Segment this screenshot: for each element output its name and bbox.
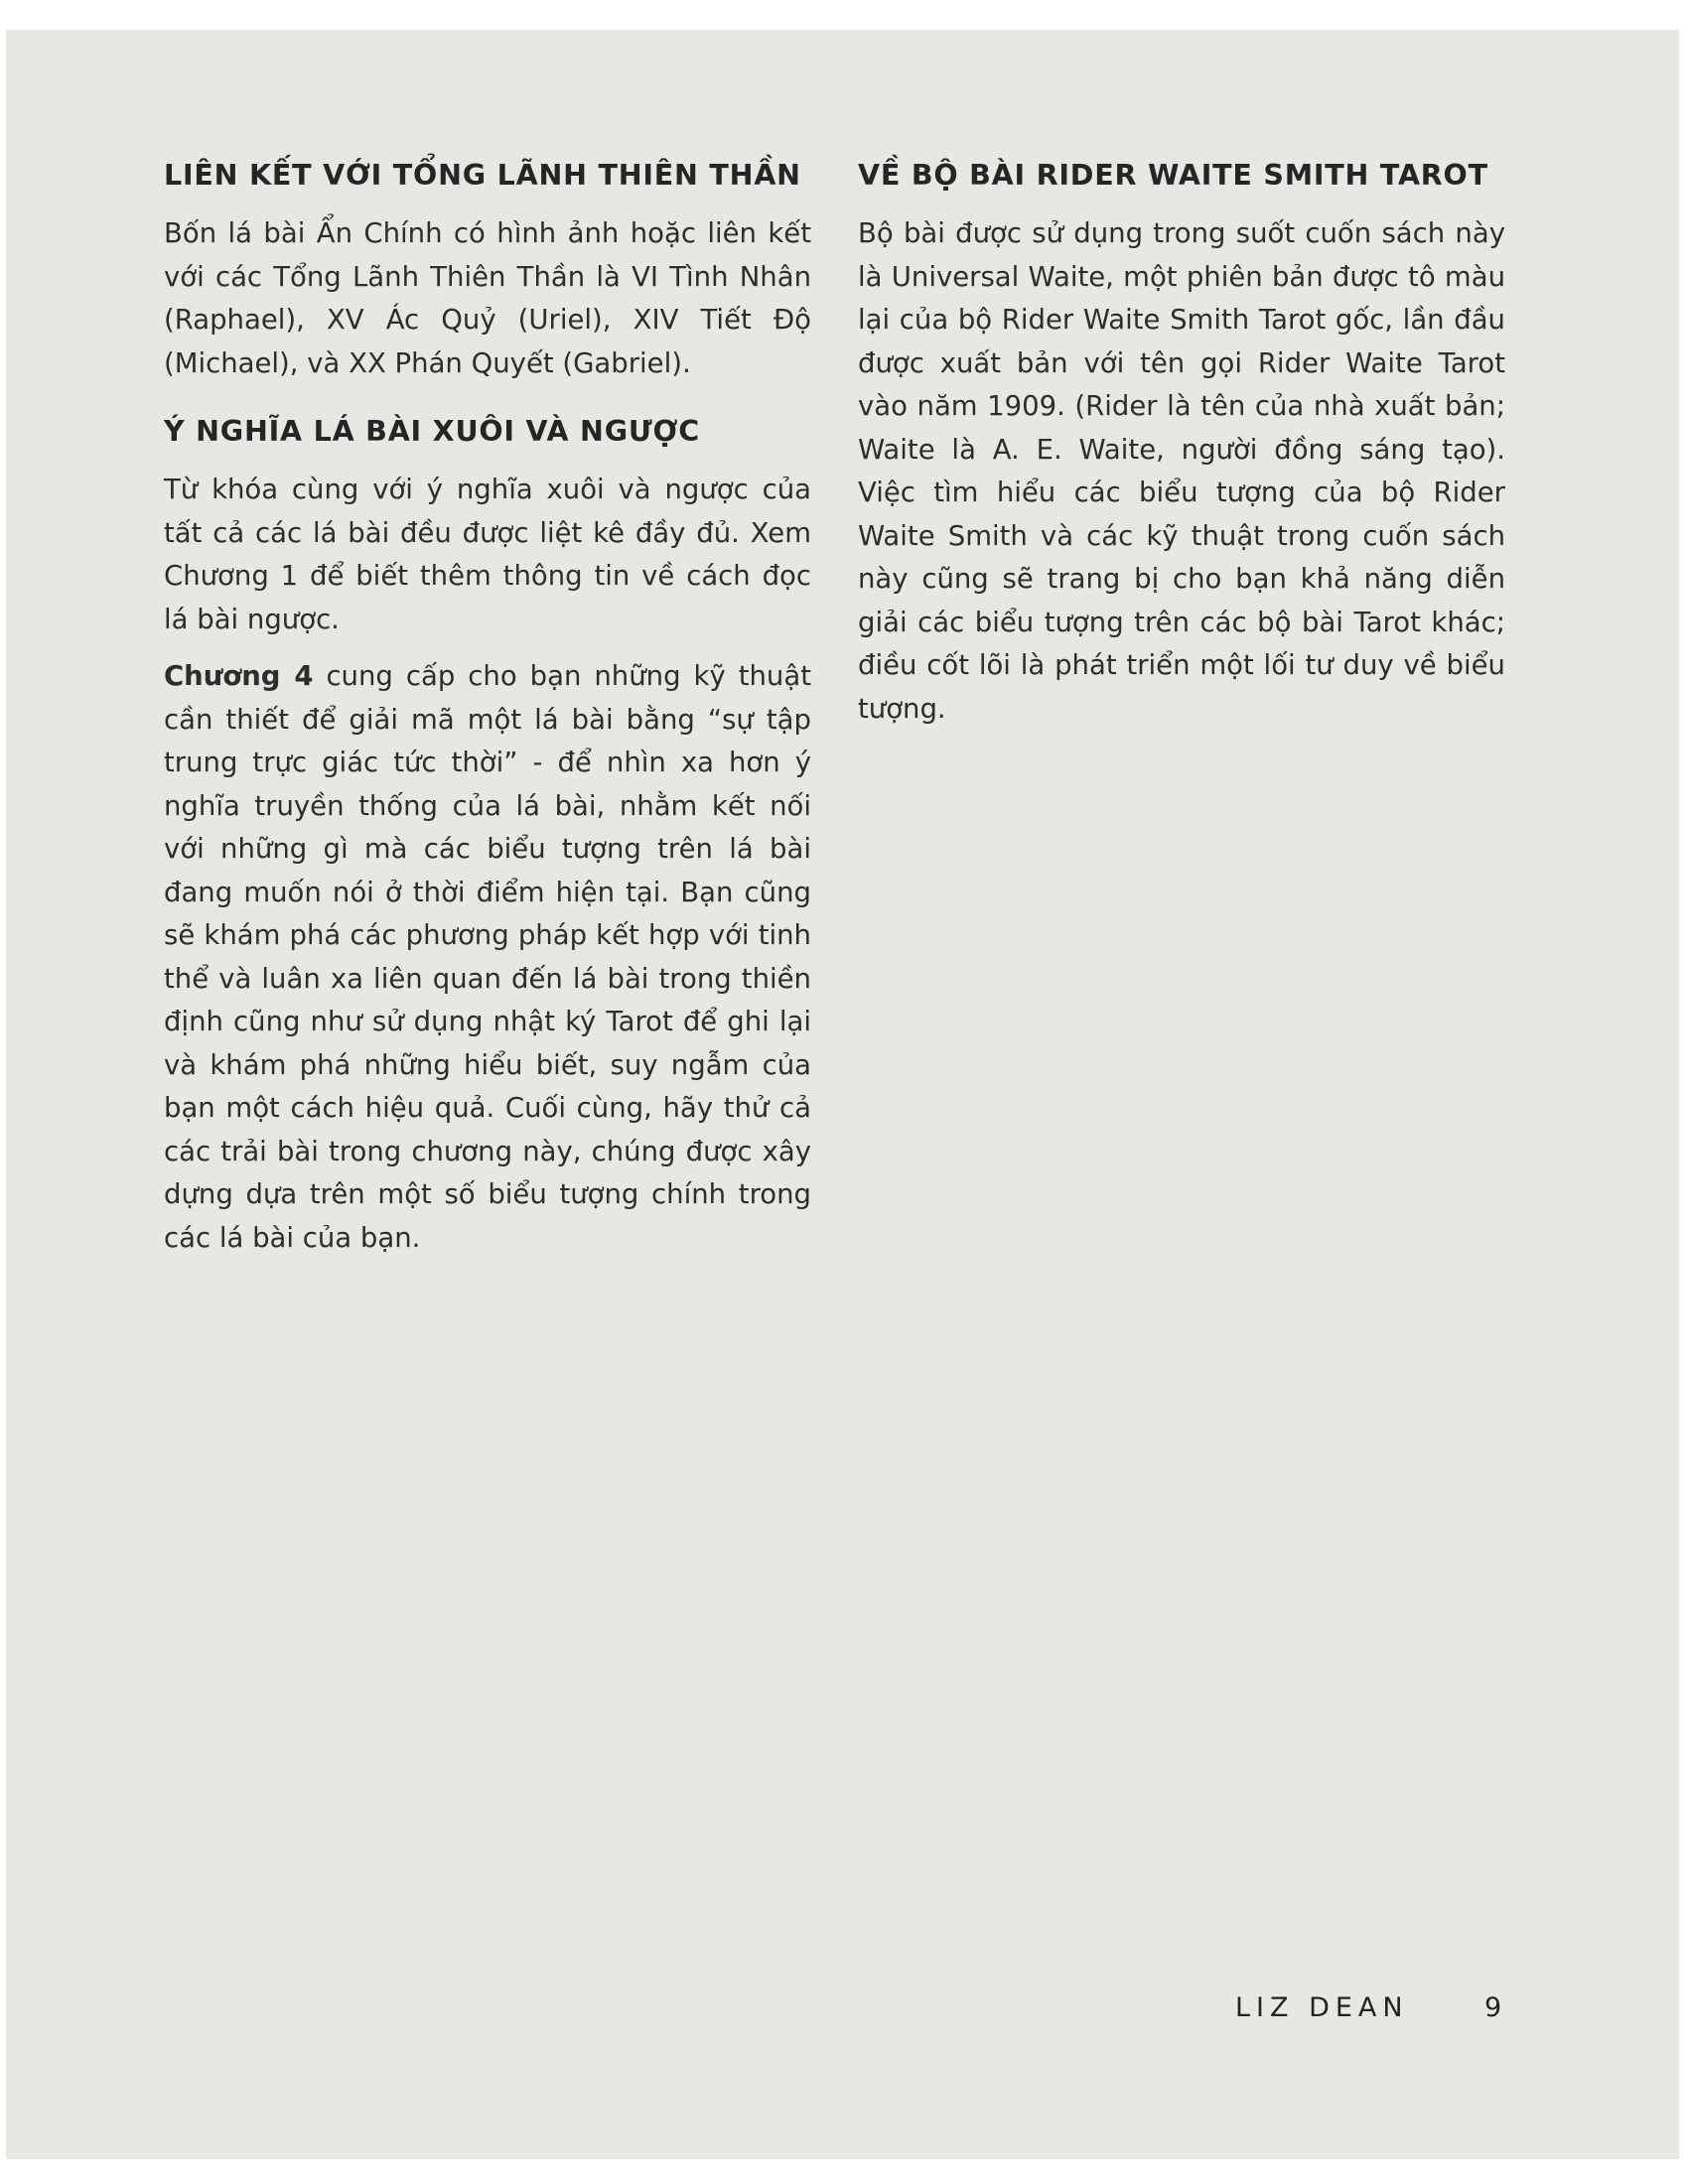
rider-waite-heading: VỀ BỘ BÀI RIDER WAITE SMITH TAROT [858, 159, 1488, 192]
right-column [858, 159, 1505, 731]
archangels-section [164, 159, 811, 385]
chapter4-text: cung cấp cho bạn những kỹ thuật cần thiết để giải mã một lá bài bằng “sự tập trung trực giác tức thời” - để nhìn xa hơn ý nghĩa truyền thống của lá bài, nhằm kết nối với những gì mà các biểu tượng trên lá bài đang muốn nói ở thời điểm hiện tại. Bạn cũng sẽ khám phá các phương pháp kết hợp với tinh thể và luân xa liên quan đến lá bài trong thiền định cũng như sử dụng nhật ký Tarot để ghi lại và khám phá những hiểu biết, suy ngẫm của bạn một cách hiệu quả. Cuối cùng, hãy thử cả các trải bài trong chương này, chúng được xây dựng dựa trên một số biểu tượng chính trong các lá bài của bạn. [164, 660, 811, 1254]
meanings-heading: Ý NGHĨA LÁ BÀI XUÔI VÀ NGƯỢC [164, 415, 700, 449]
archangels-paragraph: Bốn lá bài Ẩn Chính có hình ảnh hoặc liên kết với các Tổng Lãnh Thiên Thần là VI Tình Nhân (Raphael), XV Ác Quỷ (Uriel), XIV Tiết Độ (Michael), và XX Phán Quyết (Gabriel). [164, 217, 811, 379]
left-column [164, 159, 811, 1260]
footer-author: LIZ DEAN [1235, 1992, 1409, 2023]
chapter4-paragraph [164, 655, 811, 1260]
rider-waite-paragraph: Bộ bài được sử dụng trong suốt cuốn sách này là Universal Waite, một phiên bản được tô màu lại của bộ Rider Waite Smith Tarot gốc, lần đầu được xuất bản với tên gọi Rider Waite Tarot vào năm 1909. (Rider là tên của nhà xuất bản; Waite là A. E. Waite, người đồng sáng tạo). Việc tìm hiểu các biểu tượng của bộ Rider Waite Smith và các kỹ thuật trong cuốn sách này cũng sẽ trang bị cho bạn khả năng diễn giải các biểu tượng trên các bộ bài Tarot khác; điều cốt lõi là phát triển một lối tư duy về biểu tượng. [858, 217, 1505, 725]
page-number: 9 [1484, 1992, 1502, 2023]
meanings-paragraph: Từ khóa cùng với ý nghĩa xuôi và ngược của tất cả các lá bài đều được liệt kê đầy đủ. Xem Chương 1 để biết thêm thông tin về cách đọc lá bài ngược. [164, 474, 811, 635]
meanings-section [164, 415, 811, 1260]
chapter4-lead: Chương 4 [164, 660, 314, 693]
archangels-heading: LIÊN KẾT VỚI TỔNG LÃNH THIÊN THẦN [164, 159, 801, 192]
rider-waite-section [858, 159, 1505, 731]
